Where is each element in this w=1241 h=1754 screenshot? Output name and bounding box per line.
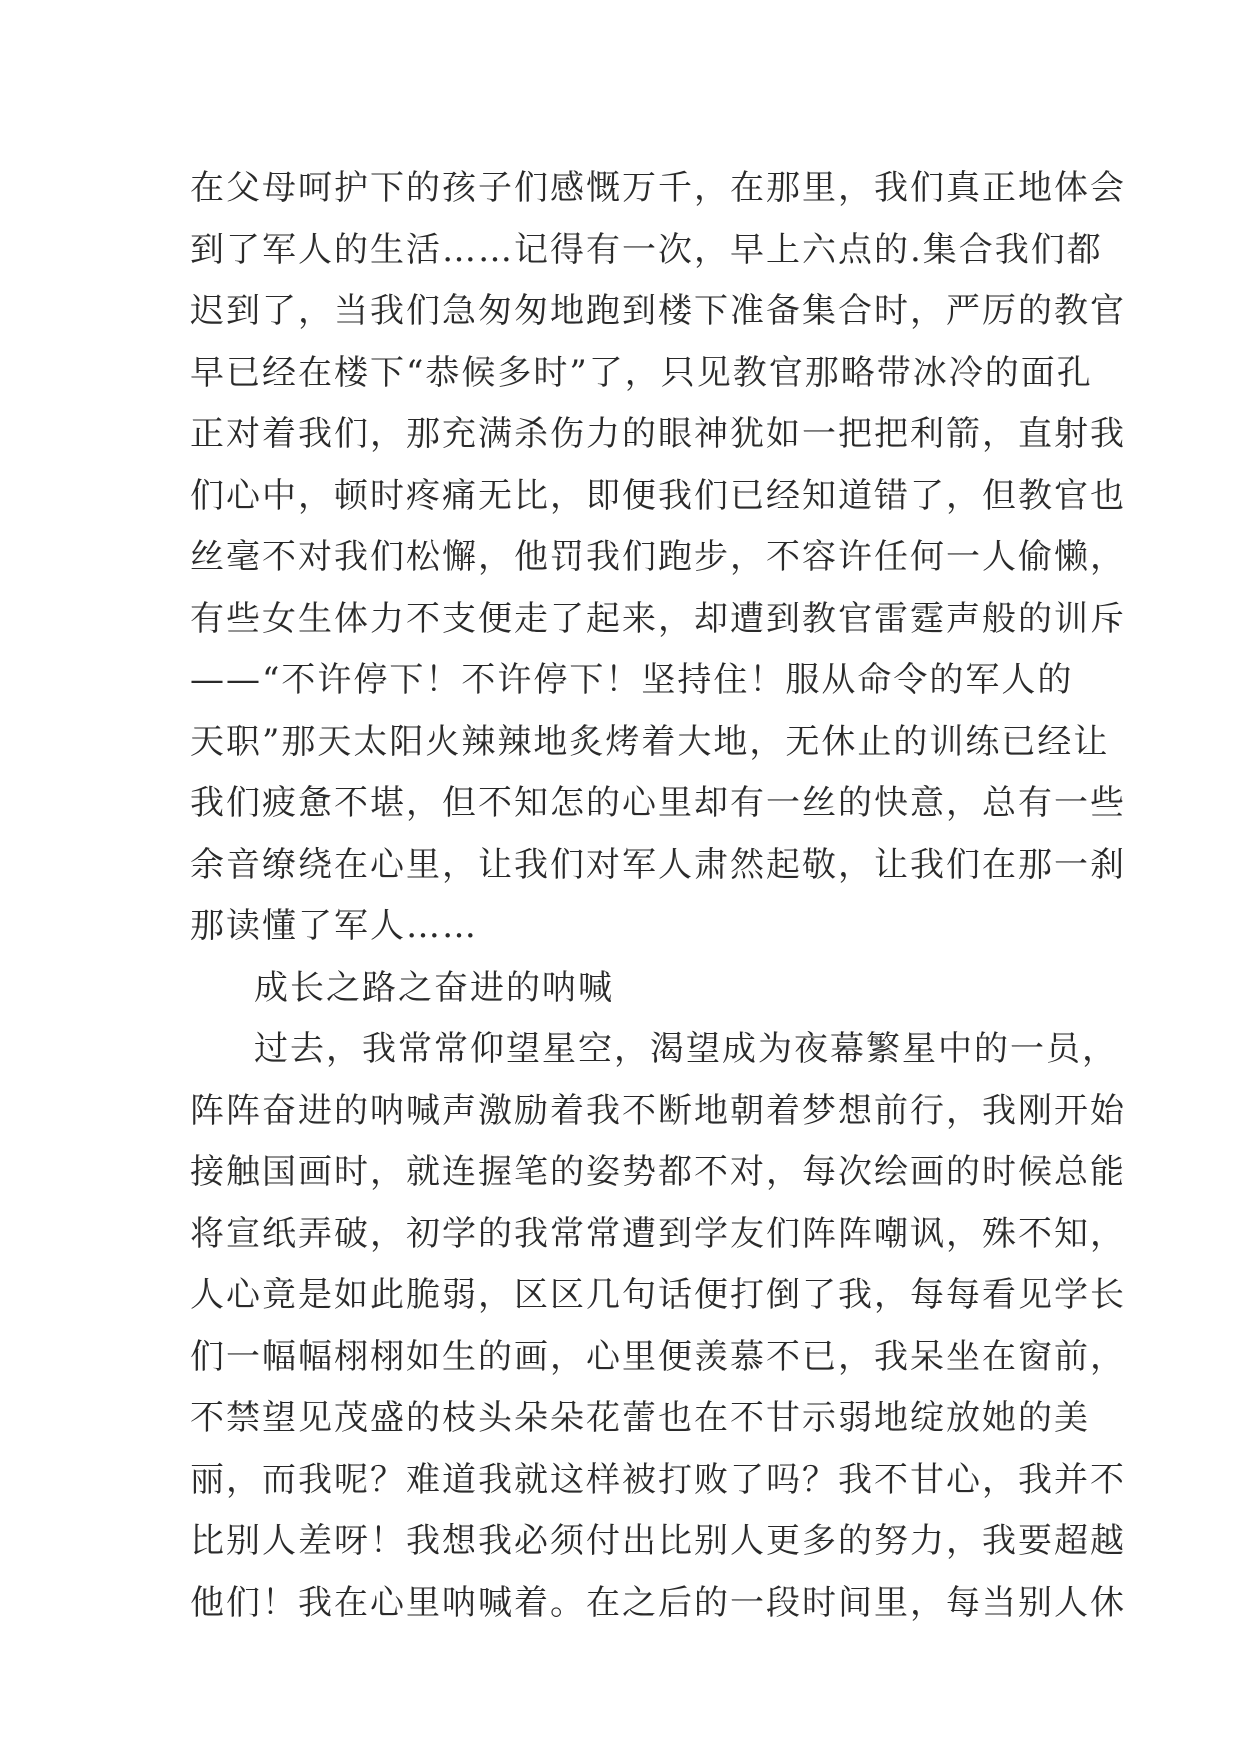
text-line: 丽，而我呢？难道我就这样被打败了吗？我不甘心，我并不	[190, 1459, 1126, 1500]
document-body	[190, 158, 1126, 1634]
text-line: 不禁望见茂盛的枝头朵朵花蕾也在不甘示弱地绽放她的美	[190, 1398, 1090, 1438]
text-line: 到了军人的生活……记得有一次，早上六点的.集合我们都	[190, 229, 1103, 270]
text-line: 们一幅幅栩栩如生的画，心里便羡慕不已，我呆坐在窗前，	[190, 1336, 1126, 1377]
text-line: 们心中，顿时疼痛无比，即便我们已经知道错了，但教官也	[190, 475, 1126, 516]
text-line: 我们疲惫不堪，但不知怎的心里却有一丝的快意，总有一些	[190, 783, 1126, 823]
text-line: 过去，我常常仰望星空，渴望成为夜幕繁星中的一员，	[254, 1029, 1118, 1069]
text-line: 有些女生体力不支便走了起来，却遭到教官雷霆声般的训斥	[190, 598, 1126, 639]
text-line: 比别人差呀！我想我必须付出比别人更多的努力，我要超越	[190, 1521, 1126, 1561]
text-line: 那读懂了军人……	[190, 906, 478, 946]
paragraph-striving-shout	[190, 1019, 1126, 1634]
text-line: 将宣纸弄破，初学的我常常遭到学友们阵阵嘲讽，殊不知，	[190, 1213, 1126, 1254]
text-line: 余音缭绕在心里，让我们对军人肃然起敬，让我们在那一刹	[190, 844, 1126, 885]
section-heading: 成长之路之奋进的呐喊	[254, 967, 614, 1008]
paragraph-military-training	[190, 158, 1126, 958]
text-line: 早已经在楼下“恭候多时”了，只见教官那略带冰冷的面孔	[190, 352, 1093, 393]
text-line: 在父母呵护下的孩子们感慨万千，在那里，我们真正地体会	[190, 168, 1126, 208]
text-line: 天职”那天太阳火辣辣地炙烤着大地，无休止的训练已经让	[190, 721, 1110, 762]
text-line: 丝毫不对我们松懈，他罚我们跑步，不容许任何一人偷懒，	[190, 537, 1126, 577]
text-line: 接触国画时，就连握笔的姿势都不对，每次绘画的时候总能	[190, 1152, 1126, 1192]
text-line: 阵阵奋进的呐喊声激励着我不断地朝着梦想前行，我刚开始	[190, 1090, 1126, 1131]
text-line: 他们！我在心里呐喊着。在之后的一段时间里，每当别人休	[190, 1582, 1126, 1623]
text-line: ——“不许停下！不许停下！坚持住！服从命令的军人的	[190, 660, 1074, 700]
text-line: 迟到了，当我们急匆匆地跑到楼下准备集合时，严厉的教官	[190, 291, 1126, 331]
text-line: 正对着我们，那充满杀伤力的眼神犹如一把把利箭，直射我	[190, 414, 1126, 454]
text-line: 人心竟是如此脆弱，区区几句话便打倒了我，每每看见学长	[190, 1275, 1126, 1315]
